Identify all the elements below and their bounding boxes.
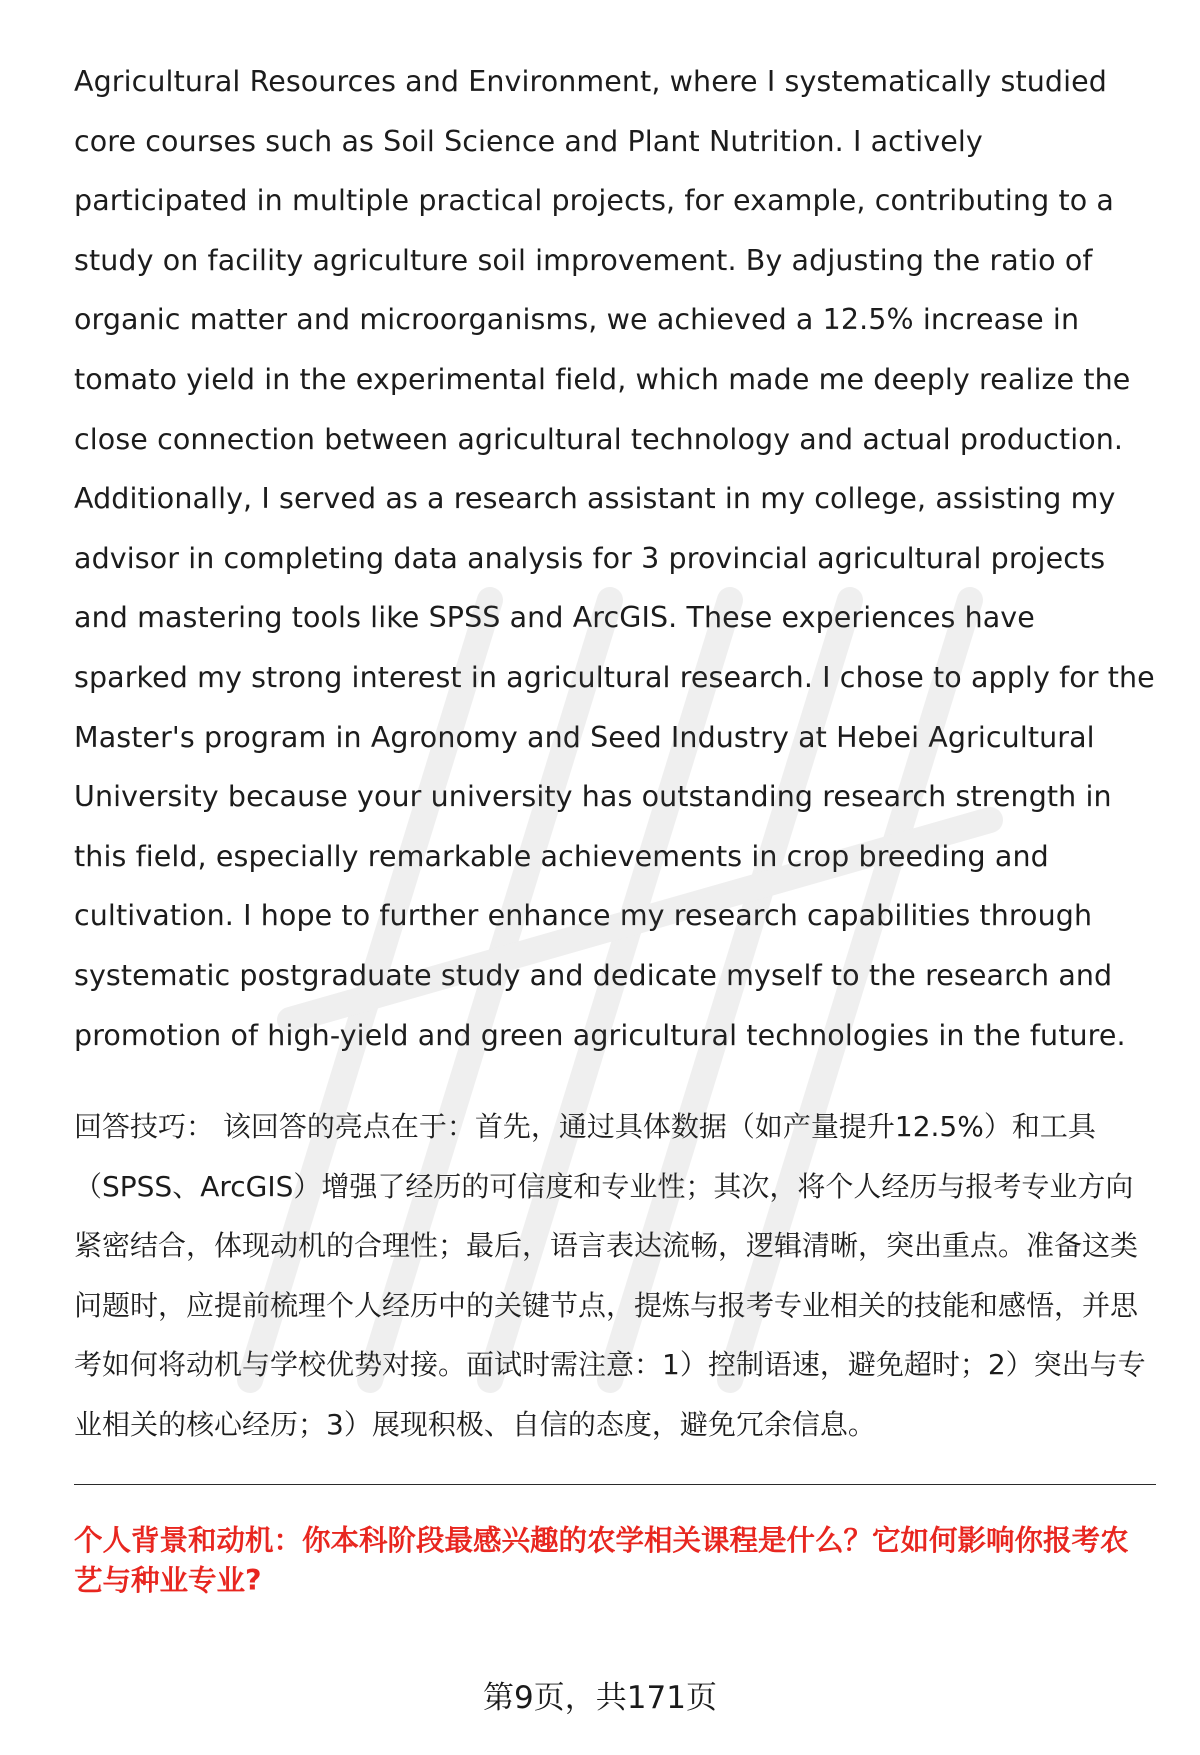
- page-footer: 第9页，共171页: [483, 1680, 717, 1716]
- answer-tips-paragraph: 回答技巧： 该回答的亮点在于：首先，通过具体数据（如产量提升12.5%）和工具（SPSS、ArcGIS）增强了经历的可信度和专业性；其次，将个人经历与报考专业方向紧密结合，体现动机的合理性；最后，语言表达流畅，逻辑清晰，突出重点。准备这类问题时，应提前梳理个人经历中的关键节点，提炼与报考专业相关的技能和感悟，并思考如何将动机与学校优势对接。面试时需注意：1）控制语速，避免超时；2）突出与专业相关的核心经历；3）展现积极、自信的态度，避免冗余信息。: [74, 1110, 1146, 1441]
- next-question-heading: 个人背景和动机：你本科阶段最感兴趣的农学相关课程是什么？它如何影响你报考农艺与种业专业?: [74, 1524, 1129, 1598]
- section-divider: [74, 1484, 1156, 1485]
- document-page: [74, 52, 1156, 1601]
- answer-paragraph: Agricultural Resources and Environment, where I systematically studied core courses such as Soil Science and Plant Nutrition. I actively participated in multiple practical projects, for example, contributing to a study on facility agriculture soil improvement. By adjusting the ratio of organic matter and microorganisms, we achieved a 12.5% increase in tomato yield in the experimental field, which made me deeply realize the close connection between agricultural technology and actual production. Additionally, I served as a research assistant in my college, assisting my advisor in completing data analysis for 3 provincial agricultural projects and mastering tools like SPSS and ArcGIS. These experiences have sparked my strong interest in agricultural research. I chose to apply for the Master's program in Agronomy and Seed Industry at Hebei Agricultural University because your university has outstanding research strength in this field, especially remarkable achievements in crop breeding and cultivation. I hope to further enhance my research capabilities through systematic postgraduate study and dedicate myself to the research and promotion of high-yield and green agricultural technologies in the future.: [74, 65, 1155, 1052]
